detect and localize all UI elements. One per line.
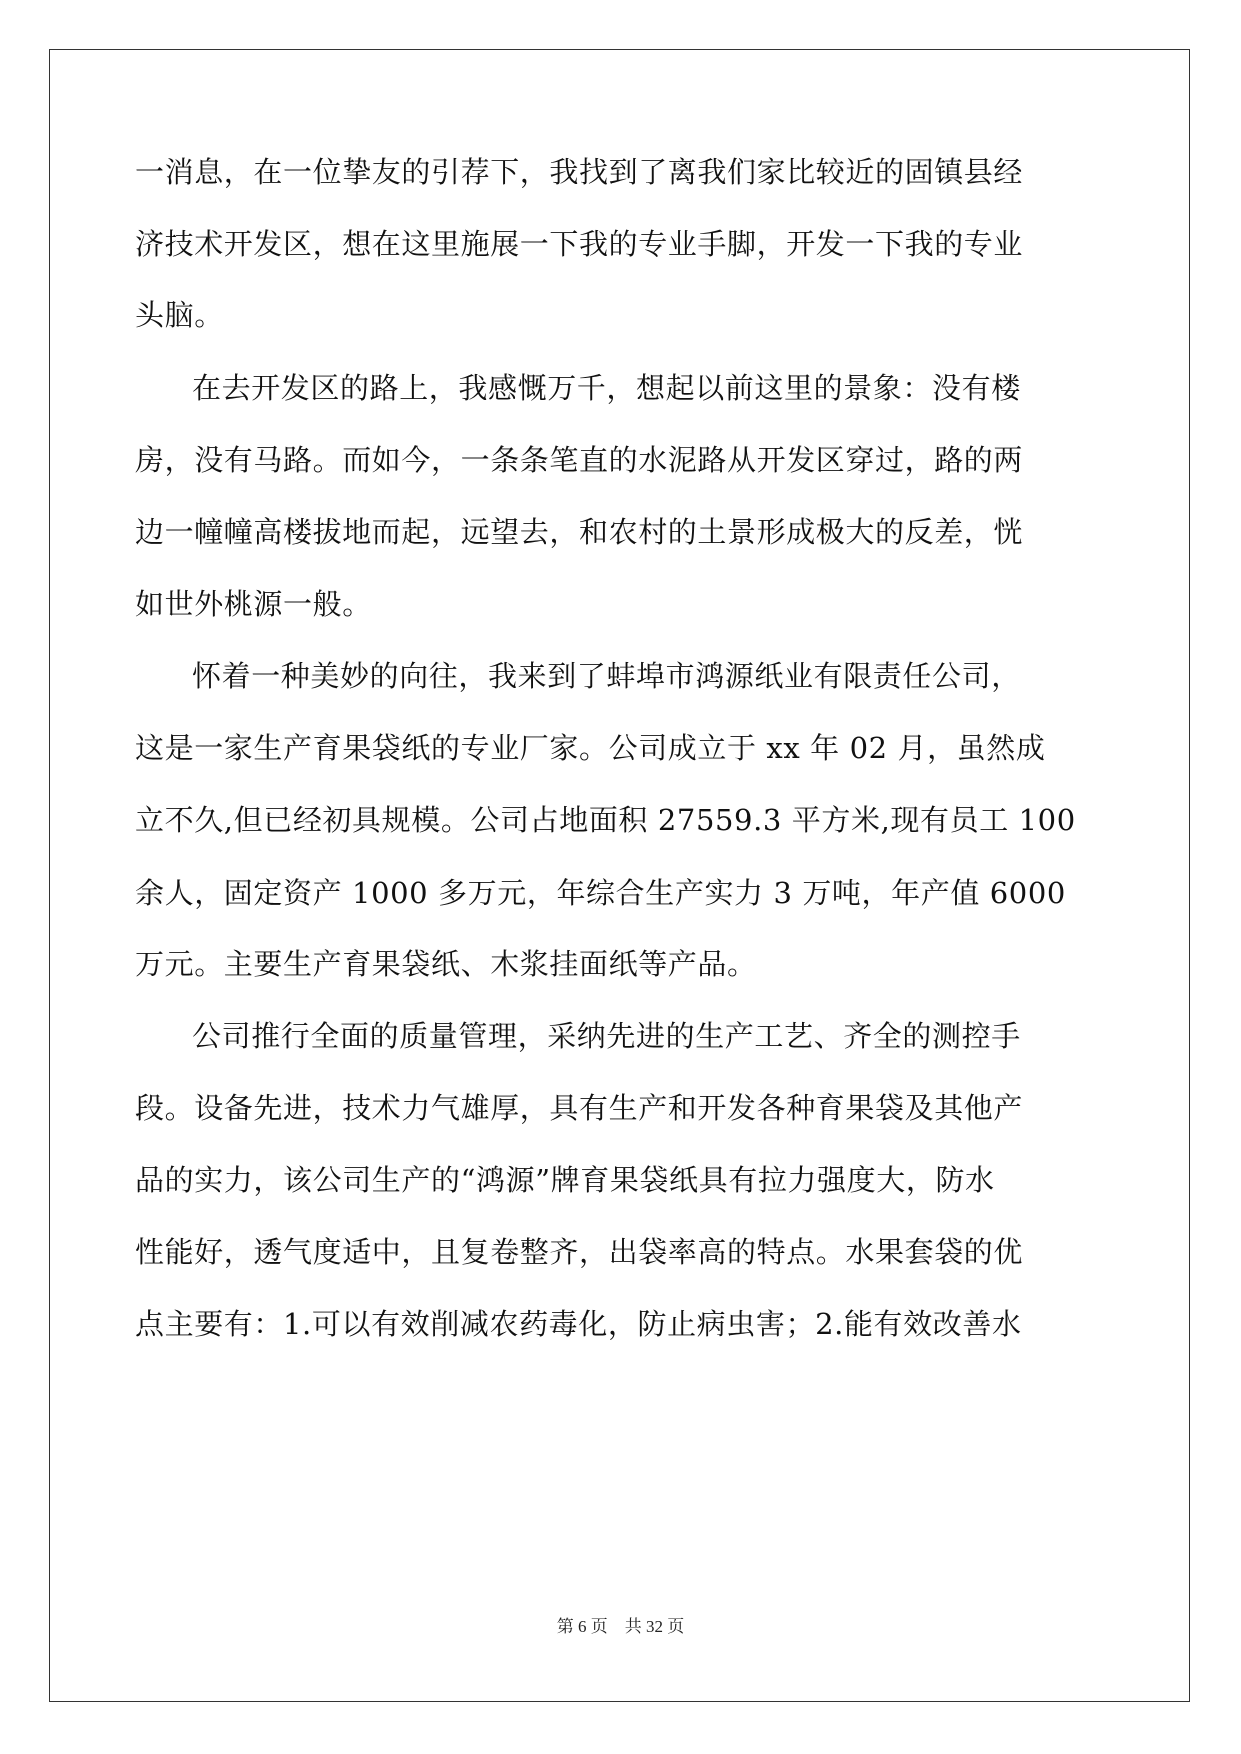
text-line: 一消息，在一位挚友的引荐下，我找到了离我们家比较近的固镇县经 [135, 155, 1024, 189]
text-line: 这是一家生产育果袋纸的专业厂家。公司成立于 xx 年 02 月，虽然成 [135, 731, 1046, 765]
page-number: 第 6 页 [556, 1617, 608, 1636]
text-line: 边一幢幢高楼拔地而起，远望去，和农村的土景形成极大的反差，恍 [135, 515, 1024, 549]
text-line: 公司推行全面的质量管理，采纳先进的生产工艺、齐全的测控手 [192, 1019, 1021, 1053]
text-line: 济技术开发区，想在这里施展一下我的专业手脚，开发一下我的专业 [135, 227, 1024, 261]
text-line: 点主要有：1.可以有效削减农药毒化，防止病虫害；2.能有效改善水 [135, 1307, 1022, 1341]
page-footer [0, 1612, 1241, 1637]
text-line: 在去开发区的路上，我感慨万千，想起以前这里的景象：没有楼 [192, 371, 1021, 405]
text-line: 怀着一种美妙的向往，我来到了蚌埠市鸿源纸业有限责任公司， [192, 659, 1021, 693]
text-line: 万元。主要生产育果袋纸、木浆挂面纸等产品。 [135, 947, 757, 981]
text-line: 头脑。 [135, 298, 224, 332]
text-line: 余人，固定资产 1000 多万元，年综合生产实力 3 万吨，年产值 6000 [135, 876, 1066, 910]
text-line: 立不久,但已经初具规模。公司占地面积 27559.3 平方米,现有员工 100 [135, 803, 1076, 837]
text-line: 房，没有马路。而如今，一条条笔直的水泥路从开发区穿过，路的两 [135, 443, 1024, 477]
text-line: 段。设备先进，技术力气雄厚，具有生产和开发各种育果袋及其他产 [135, 1091, 1024, 1125]
total-pages: 共 32 页 [624, 1617, 685, 1636]
text-line: 性能好，透气度适中，且复卷整齐，出袋率高的特点。水果套袋的优 [135, 1235, 1024, 1269]
text-line: 如世外桃源一般。 [135, 587, 372, 621]
text-line: 品的实力，该公司生产的“鸿源”牌育果袋纸具有拉力强度大，防水 [135, 1163, 995, 1197]
